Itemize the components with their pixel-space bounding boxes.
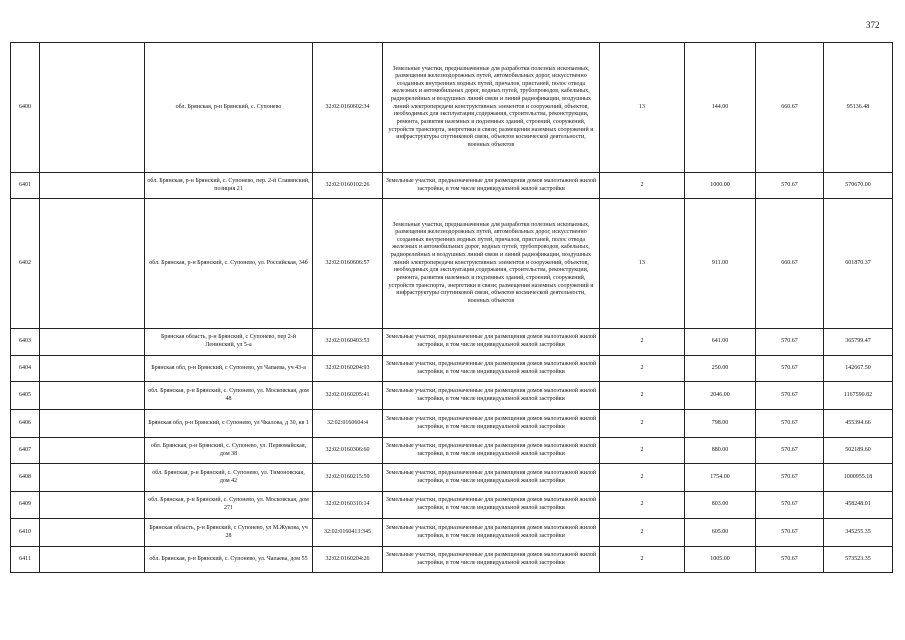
empty-cell bbox=[40, 173, 145, 199]
land-cadastral-value-table bbox=[10, 42, 893, 573]
use-group-cell: 2 bbox=[600, 356, 685, 382]
address-cell: обл. Брянская, р-н Брянский, с. Супонево, ул. Московская, дом 271 bbox=[145, 492, 313, 519]
area-cell: 250.00 bbox=[685, 356, 756, 382]
empty-cell bbox=[40, 382, 145, 410]
cadastral-value-cell: 458248.01 bbox=[824, 492, 893, 519]
address-cell: обл. Брянская, р-н Брянский, с. Супонево, пер. 2-й Славянский, позиция 21 bbox=[145, 173, 313, 199]
use-group-cell: 13 bbox=[600, 43, 685, 173]
table-row bbox=[11, 547, 893, 573]
land-use-cell: Земельные участки, предназначенные для размещения домов малоэтажной жилой застройки, в том числе индивидуальной жилой застройки bbox=[383, 438, 600, 464]
cadastral-number-cell: 32:02:0160205:41 bbox=[313, 382, 383, 410]
use-group-cell: 2 bbox=[600, 492, 685, 519]
land-use-cell: Земельные участки, предназначенные для размещения домов малоэтажной жилой застройки, в том числе индивидуальной жилой застройки bbox=[383, 410, 600, 438]
address-cell: обл. Брянская, р-н Брянский, с. Супонево, ул. Московская, дом 48 bbox=[145, 382, 313, 410]
area-cell: 641.00 bbox=[685, 329, 756, 356]
land-use-cell: Земельные участки, предназначенные для разработки полезных ископаемых, размещения железнодорожных путей, автомобильных дорог, искусственно созданных внутренних водных путей, причалов, пристаней, полос отвода железных и автомобильных дорог, водных путей, трубопроводов, кабельных, радиорелейных и воздушных линий связи и линий радиофикации, воздушных линий электропередачи конструктивных элементов и сооружений, объектов, необходимых для эксплуатации,содержания, строительства, реконструкции, ремонта, развития наземных и подземных зданий, строений, сооружений, устройств транспорта, энергетики и связи; размещения наземных сооружений и инфраструктуры спутниковой связи, объектов космической деятельности, военных объектов bbox=[383, 199, 600, 329]
empty-cell bbox=[40, 464, 145, 492]
cadastral-value-cell: 573523.35 bbox=[824, 547, 893, 573]
area-cell: 911.00 bbox=[685, 199, 756, 329]
row-number: 6401 bbox=[11, 173, 40, 199]
address-cell: Брянская область, р-н Брянский, с Супонево, пер 2-й Ленинский, ул 5-а bbox=[145, 329, 313, 356]
specific-value-cell: 570.67 bbox=[756, 492, 824, 519]
cadastral-value-cell: 601870.37 bbox=[824, 199, 893, 329]
land-use-cell: Земельные участки, предназначенные для размещения домов малоэтажной жилой застройки, в том числе индивидуальной жилой застройки bbox=[383, 382, 600, 410]
row-number: 6409 bbox=[11, 492, 40, 519]
area-cell: 880.00 bbox=[685, 438, 756, 464]
row-number: 6406 bbox=[11, 410, 40, 438]
land-use-cell: Земельные участки, предназначенные для размещения домов малоэтажной жилой застройки, в том числе индивидуальной жилой застройки bbox=[383, 464, 600, 492]
specific-value-cell: 570.67 bbox=[756, 173, 824, 199]
land-use-cell: Земельные участки, предназначенные для размещения домов малоэтажной жилой застройки, в том числе индивидуальной жилой застройки bbox=[383, 173, 600, 199]
cadastral-number-cell: 32:02:0160204:26 bbox=[313, 547, 383, 573]
area-cell: 1000.00 bbox=[685, 173, 756, 199]
specific-value-cell: 570.67 bbox=[756, 438, 824, 464]
cadastral-number-cell: 32:02:0160604:4 bbox=[313, 410, 383, 438]
address-cell: Брянская область, р-н Брянский, с Супонево, ул М.Жукова, уч 28 bbox=[145, 519, 313, 547]
cadastral-value-cell: 345255.35 bbox=[824, 519, 893, 547]
use-group-cell: 2 bbox=[600, 464, 685, 492]
area-cell: 1754.00 bbox=[685, 464, 756, 492]
row-number: 6411 bbox=[11, 547, 40, 573]
row-number: 6405 bbox=[11, 382, 40, 410]
area-cell: 1005.00 bbox=[685, 547, 756, 573]
table-row bbox=[11, 356, 893, 382]
cadastral-number-cell: 32:02:0160403:53 bbox=[313, 329, 383, 356]
use-group-cell: 2 bbox=[600, 547, 685, 573]
area-cell: 144.00 bbox=[685, 43, 756, 173]
row-number: 6400 bbox=[11, 43, 40, 173]
cadastral-number-cell: 32:02:0160102:26 bbox=[313, 173, 383, 199]
empty-cell bbox=[40, 547, 145, 573]
land-use-cell: Земельные участки, предназначенные для размещения домов малоэтажной жилой застройки, в том числе индивидуальной жилой застройки bbox=[383, 519, 600, 547]
land-use-cell: Земельные участки, предназначенные для размещения домов малоэтажной жилой застройки, в том числе индивидуальной жилой застройки bbox=[383, 492, 600, 519]
cadastral-value-cell: 365799.47 bbox=[824, 329, 893, 356]
cadastral-value-cell: 1167590.82 bbox=[824, 382, 893, 410]
row-number: 6410 bbox=[11, 519, 40, 547]
use-group-cell: 2 bbox=[600, 519, 685, 547]
cadastral-number-cell: 32:02:0160204:93 bbox=[313, 356, 383, 382]
address-cell: обл. Брянская, р-н Брянский, с. Супонево, ул. Российская, 34б bbox=[145, 199, 313, 329]
use-group-cell: 2 bbox=[600, 382, 685, 410]
cadastral-value-cell: 142667.50 bbox=[824, 356, 893, 382]
land-use-cell: Земельные участки, предназначенные для разработки полезных ископаемых, размещения железнодорожных путей, автомобильных дорог, искусственно созданных внутренних водных путей, причалов, пристаней, полос отвода железных и автомобильных дорог, водных путей, трубопроводов, кабельных, радиорелейных и воздушных линий связи и линий радиофикации, воздушных линий электропередачи конструктивных элементов и сооружений, объектов, необходимых для эксплуатации,содержания, строительства, реконструкции, ремонта, развития наземных и подземных зданий, строений, сооружений, устройств транспорта, энергетики и связи; размещения наземных сооружений и инфраструктуры спутниковой связи, объектов космической деятельности, военных объектов bbox=[383, 43, 600, 173]
page-number: 372 bbox=[866, 20, 880, 30]
specific-value-cell: 570.67 bbox=[756, 382, 824, 410]
cadastral-value-cell: 570670.00 bbox=[824, 173, 893, 199]
cadastral-number-cell: 32:02:0160215:59 bbox=[313, 464, 383, 492]
address-cell: обл. Брянская, р-н Брянский, с. Супонево bbox=[145, 43, 313, 173]
specific-value-cell: 660.67 bbox=[756, 43, 824, 173]
table-row bbox=[11, 43, 893, 173]
specific-value-cell: 570.67 bbox=[756, 519, 824, 547]
area-cell: 2046.00 bbox=[685, 382, 756, 410]
table-row bbox=[11, 464, 893, 492]
empty-cell bbox=[40, 438, 145, 464]
land-use-cell: Земельные участки, предназначенные для размещения домов малоэтажной жилой застройки, в том числе индивидуальной жилой застройки bbox=[383, 329, 600, 356]
specific-value-cell: 570.67 bbox=[756, 356, 824, 382]
table-row bbox=[11, 519, 893, 547]
row-number: 6403 bbox=[11, 329, 40, 356]
cadastral-number-cell: 32:02:0160602:34 bbox=[313, 43, 383, 173]
empty-cell bbox=[40, 199, 145, 329]
empty-cell bbox=[40, 492, 145, 519]
specific-value-cell: 570.67 bbox=[756, 547, 824, 573]
cadastral-value-cell: 95136.48 bbox=[824, 43, 893, 173]
table-row bbox=[11, 492, 893, 519]
cadastral-number-cell: 32:02:0160413:345 bbox=[313, 519, 383, 547]
row-number: 6407 bbox=[11, 438, 40, 464]
cadastral-value-cell: 455394.66 bbox=[824, 410, 893, 438]
cadastral-number-cell: 32:02:0160310:14 bbox=[313, 492, 383, 519]
area-cell: 803.00 bbox=[685, 492, 756, 519]
use-group-cell: 2 bbox=[600, 329, 685, 356]
table-row bbox=[11, 410, 893, 438]
use-group-cell: 2 bbox=[600, 438, 685, 464]
address-cell: обл. Брянская, р-н Брянский, с. Супонево, ул. Чапаева, дом 55 bbox=[145, 547, 313, 573]
empty-cell bbox=[40, 43, 145, 173]
empty-cell bbox=[40, 329, 145, 356]
specific-value-cell: 570.67 bbox=[756, 464, 824, 492]
address-cell: Брянская обл, р-н Брянский, с Супонево, ул Чапаева, уч 43-а bbox=[145, 356, 313, 382]
specific-value-cell: 570.67 bbox=[756, 329, 824, 356]
specific-value-cell: 660.67 bbox=[756, 199, 824, 329]
address-cell: обл. Брянская, р-н Брянский, с. Супонево, ул. Тимоновская, дом 42 bbox=[145, 464, 313, 492]
cadastral-number-cell: 32:02:0160306:60 bbox=[313, 438, 383, 464]
use-group-cell: 2 bbox=[600, 410, 685, 438]
land-use-cell: Земельные участки, предназначенные для размещения домов малоэтажной жилой застройки, в том числе индивидуальной жилой застройки bbox=[383, 356, 600, 382]
table-row bbox=[11, 438, 893, 464]
cadastral-number-cell: 32:02:0160606:57 bbox=[313, 199, 383, 329]
empty-cell bbox=[40, 356, 145, 382]
table-row bbox=[11, 329, 893, 356]
row-number: 6404 bbox=[11, 356, 40, 382]
address-cell: Брянская обл, р-н Брянский, с Супонево, ул Чкалова, д 30, кв 1 bbox=[145, 410, 313, 438]
table-row bbox=[11, 199, 893, 329]
row-number: 6402 bbox=[11, 199, 40, 329]
empty-cell bbox=[40, 519, 145, 547]
specific-value-cell: 570.67 bbox=[756, 410, 824, 438]
table-row bbox=[11, 173, 893, 199]
empty-cell bbox=[40, 410, 145, 438]
land-use-cell: Земельные участки, предназначенные для размещения домов малоэтажной жилой застройки, в том числе индивидуальной жилой застройки bbox=[383, 547, 600, 573]
area-cell: 605.00 bbox=[685, 519, 756, 547]
address-cell: обл. Брянская, р-н Брянский, с. Супонево, ул. Первомайская, дом 38 bbox=[145, 438, 313, 464]
cadastral-value-cell: 1000955.18 bbox=[824, 464, 893, 492]
table-row bbox=[11, 382, 893, 410]
cadastral-value-cell: 502189.60 bbox=[824, 438, 893, 464]
area-cell: 798.00 bbox=[685, 410, 756, 438]
use-group-cell: 2 bbox=[600, 173, 685, 199]
row-number: 6408 bbox=[11, 464, 40, 492]
use-group-cell: 13 bbox=[600, 199, 685, 329]
